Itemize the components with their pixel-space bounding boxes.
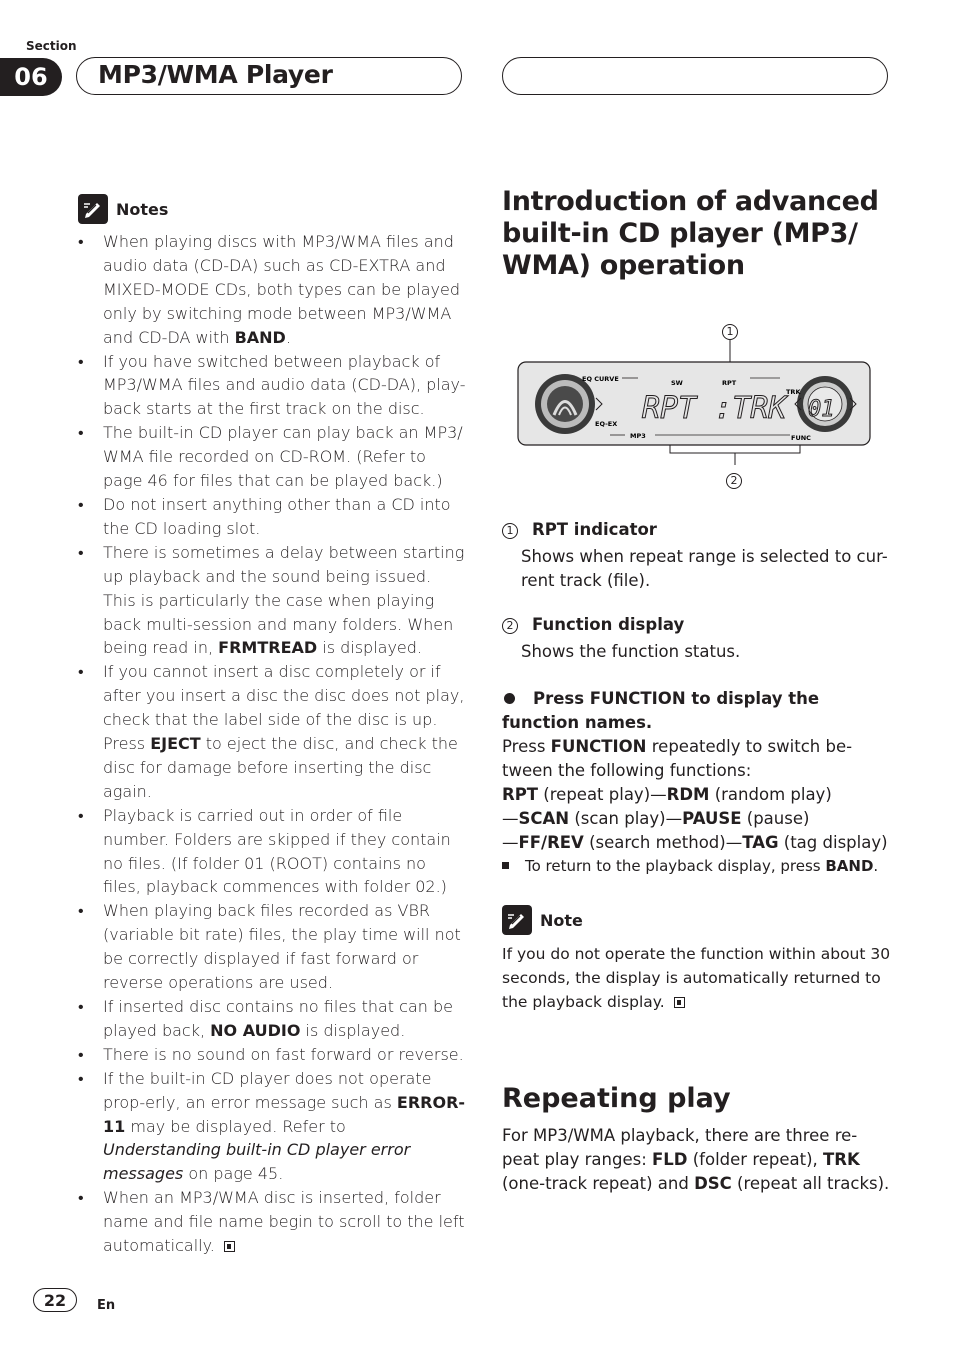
- note-item: • The built-in CD player can play back an MP3/ WMA file recorded on CD-ROM. (Refer to page 46 for files that can be played back.): [78, 421, 466, 493]
- language-code: En: [97, 1298, 116, 1313]
- item-1-number: 1: [502, 523, 518, 539]
- repeating-play-heading: Repeating play: [502, 1083, 731, 1114]
- head-unit-display-illustration: [510, 340, 880, 465]
- callout-2-marker: 2: [726, 469, 742, 489]
- callout-1-marker: 1: [722, 320, 738, 340]
- note-body: If you do not operate the function within about 30 seconds, the display is automatically returned to the playback display.: [502, 945, 891, 1011]
- notes-heading: Notes: [116, 199, 169, 219]
- function-display-text: RPT :TRK: [642, 391, 787, 426]
- note-item: • Do not insert anything other than a CD into the CD loading slot.: [78, 493, 466, 541]
- func-label: FUNC: [791, 434, 811, 442]
- note-item: • When playing back files recorded as VBR (variable bit rate) files, the play time will not be correctly displayed if fast forward or reverse operations are used.: [78, 899, 466, 995]
- note-item: • There is no sound on fast forward or reverse.: [78, 1043, 466, 1067]
- note-item: • If you cannot insert a disc completely or if after you insert a disc the disc does not play, check that the label side of the disc is up. Press EJECT to eject the disc, and check the disc for damage before inserting the disc again.: [78, 660, 466, 803]
- square-bullet-icon: [502, 862, 509, 869]
- eq-ex-label: EQ-EX: [595, 420, 618, 428]
- mp3-label: MP3: [630, 432, 646, 440]
- item-2-number: 2: [502, 618, 518, 634]
- section-title: MP3/WMA Player: [98, 60, 333, 89]
- bullet-dot-icon: [504, 693, 515, 704]
- notes-header: [78, 194, 168, 224]
- item-1-description: Shows when repeat range is selected to cur-rent track (file).: [521, 547, 888, 590]
- return-tip: [502, 855, 902, 877]
- note-item: • Playback is carried out in order of file number. Folders are skipped if they contain no files. (If folder 01 (ROOT) contains no files, playback commences with folder 02.): [78, 804, 466, 900]
- empty-header-frame: [502, 57, 888, 95]
- sw-label: SW: [671, 379, 683, 387]
- item-2-description: Shows the function status.: [521, 642, 741, 661]
- note-heading: Note: [540, 910, 583, 930]
- press-function-step: [502, 687, 894, 735]
- note-item: • When playing discs with MP3/WMA files and audio data (CD-DA) such as CD-EXTRA and MIXED-MODE CDs, both types can be played only by switching mode between MP3/WMA and CD-DA with BAND.: [78, 230, 466, 350]
- item-2-title: Function display: [532, 615, 685, 634]
- note-item: • When an MP3/WMA disc is inserted, folder name and file name begin to scroll to the left automatically.: [78, 1186, 466, 1258]
- note-item: • If inserted disc contains no files that can be played back, NO AUDIO is displayed.: [78, 995, 466, 1043]
- section-number-badge: 06: [0, 58, 62, 96]
- note-header: [502, 905, 583, 935]
- item-rpt-indicator: [502, 520, 657, 539]
- track-number-text: 01: [808, 397, 835, 422]
- rpt-indicator-label: RPT: [722, 379, 737, 387]
- note-item: • If the built-in CD player does not operate prop-erly, an error message such as ERROR-11 may be displayed. Refer to Understanding built-in CD player error messages on page 45.: [78, 1067, 466, 1187]
- repeating-play-body: For MP3/WMA playback, there are three re-peat play ranges: FLD (folder repeat), TRK (one-track repeat) and DSC (repeat all tracks).: [502, 1126, 890, 1193]
- page-number: 22: [33, 1288, 77, 1312]
- item-function-display: [502, 615, 684, 634]
- pencil-note-icon: [502, 905, 532, 935]
- trk-label: TRK: [786, 388, 801, 396]
- item-1-title: RPT indicator: [532, 520, 657, 539]
- press-function-body: Press FUNCTION repeatedly to switch be-tween the following functions: RPT (repeat play)—RDM (random play) —SCAN (scan play)—PAUSE (pause) —FF/REV (search method)—TAG (tag display): [502, 737, 888, 852]
- eq-curve-label: EQ CURVE: [582, 375, 619, 383]
- pencil-note-icon: [78, 194, 108, 224]
- note-item: • There is sometimes a delay between starting up playback and the sound being issued. This is particularly the case when playing back multi-session and many folders. When being read in, FRMTREAD is displayed.: [78, 541, 466, 661]
- return-tip-text: To return to the playback display, press BAND.: [525, 857, 879, 875]
- section-label: Section: [26, 39, 77, 53]
- intro-heading: Introduction of advanced built-in CD player (MP3/ WMA) operation: [502, 186, 879, 281]
- note-item: • If you have switched between playback of MP3/WMA files and audio data (CD-DA), play-back starts at the first track on the disc.: [78, 350, 466, 422]
- notes-list: [78, 230, 466, 1258]
- press-function-heading: Press FUNCTION to display the function names.: [502, 689, 820, 732]
